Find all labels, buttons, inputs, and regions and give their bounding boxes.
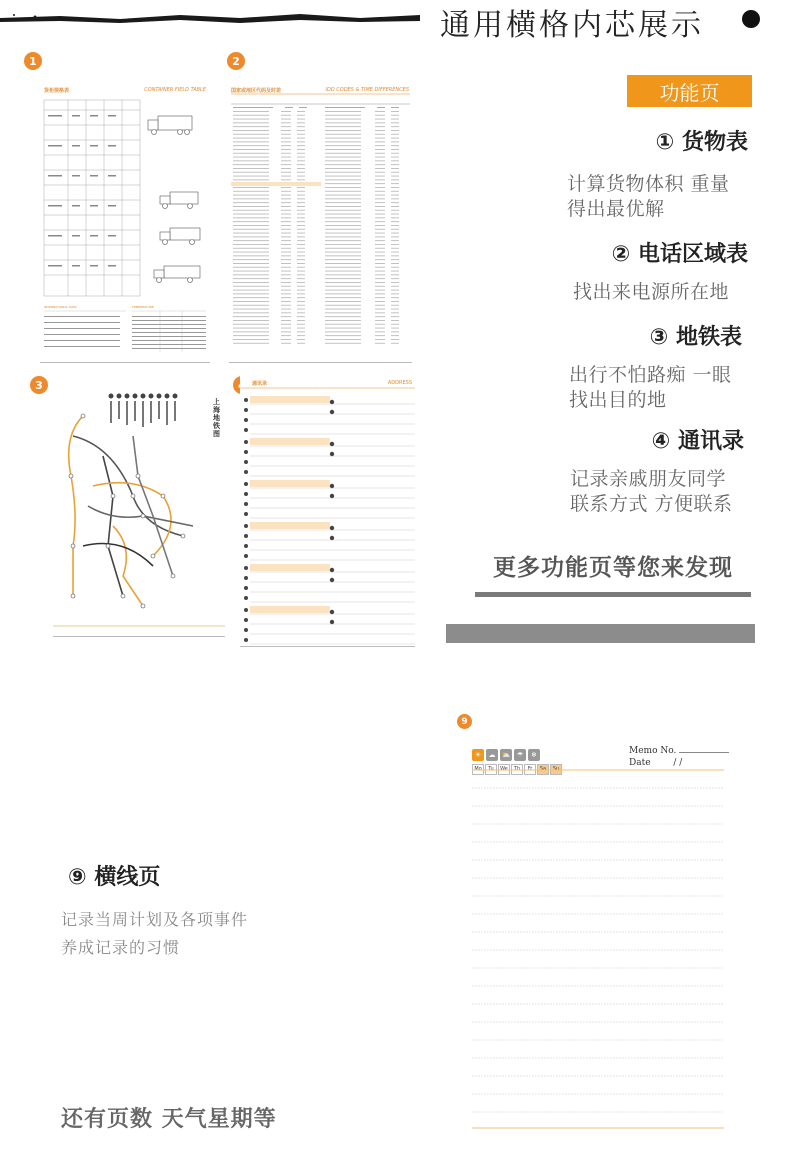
feature-1-num: ① — [655, 130, 675, 155]
feature-2-num: ② — [611, 242, 631, 267]
thumb-idd-title: 国家或地区代码及时差 — [231, 88, 282, 94]
svg-text:TEMPERATURE: TEMPERATURE — [132, 305, 154, 309]
divider-bar — [475, 592, 751, 597]
memo-lines-graphic — [472, 742, 724, 1132]
function-page-tag: 功能页 — [627, 75, 752, 107]
feature-3-desc-line1: 出行不怕路痴 一眼 — [569, 364, 732, 386]
thumb-cargo-title: 货柜规格表 — [44, 88, 70, 94]
thumb-metro-map — [53, 376, 225, 637]
feature-3-num: ③ — [649, 325, 669, 350]
thumb-cargo-table — [40, 80, 210, 363]
feature-2-desc-line1: 找出来电源所在地 — [573, 281, 730, 303]
weekday-mo: Mo — [472, 764, 484, 775]
weekday-sa: Sa — [537, 764, 549, 775]
weekday-su: Su — [550, 764, 562, 775]
metro-map-graphic — [53, 376, 225, 636]
feature-4-title: 通讯录 — [677, 429, 744, 454]
badge-2: 2 — [227, 52, 245, 70]
extra-features-text: 还有页数 天气星期等 — [61, 1107, 277, 1132]
feature-3-title: 地铁表 — [675, 325, 742, 350]
memo-date-text: Date — [629, 758, 651, 768]
feature-1-desc-line2: 得出最优解 — [567, 198, 665, 220]
feature-3-heading — [650, 320, 742, 351]
cloud-sun-icon: ⛅ — [501, 751, 511, 759]
feature-1-desc-line1: 计算货物体积 重量 — [567, 173, 730, 195]
snow-icon: ❄ — [528, 749, 540, 761]
thumb-idd-title-en: IDD CODES & TIME DIFFERENCES — [325, 87, 409, 93]
memo-date-sep: / / — [673, 758, 683, 768]
thumb-address-title: 通讯录 — [252, 381, 268, 387]
address-book-graphic — [240, 376, 415, 646]
weekday-fr: Fr — [524, 764, 536, 775]
feature-9-num: ⑨ — [68, 865, 87, 890]
feature-3-desc-line2: 找出目的地 — [569, 389, 667, 411]
weekday-tu: Tu — [485, 764, 497, 775]
thumb-address-title-en: ADDRESS — [387, 380, 412, 386]
feature-4-desc — [570, 467, 733, 517]
feature-2-desc — [573, 280, 729, 305]
feature-9-desc — [61, 906, 248, 962]
feature-2-title: 电话区域表 — [637, 242, 748, 267]
header-dot-icon — [742, 10, 760, 28]
feature-9-desc-line2: 养成记录的习惯 — [61, 938, 181, 957]
feature-1-desc — [567, 172, 730, 222]
feature-9-desc-line1: 记录当周计划及各项事件 — [61, 910, 249, 929]
grey-band — [446, 624, 755, 643]
feature-4-heading — [652, 424, 744, 455]
feature-9-title: 横线页 — [94, 865, 161, 890]
feature-9-heading — [68, 860, 160, 891]
feature-1-title: 货物表 — [681, 130, 748, 155]
feature-4-num: ④ — [651, 429, 671, 454]
rain-icon: ☂ — [514, 749, 526, 761]
cloud-icon: ☁ — [486, 749, 498, 761]
sun-icon: ☀ — [472, 749, 484, 761]
weekday-we: We — [498, 764, 510, 775]
brush-stroke-decoration — [0, 10, 420, 24]
feature-4-desc-line2: 联系方式 方便联系 — [570, 493, 733, 515]
page-header-title: 通用横格内芯展示 — [440, 8, 704, 43]
badge-1: 1 — [24, 52, 42, 70]
thumb-cargo-title-en: CONTAINER FIELD TABLE — [144, 87, 206, 93]
weekday-th: Th — [511, 764, 523, 775]
thumb-metro-title: 上海地铁图 — [213, 398, 220, 438]
thumb-address-book — [240, 376, 415, 647]
svg-text:INTERNATIONAL DATA: INTERNATIONAL DATA — [44, 305, 77, 309]
feature-1-heading — [656, 125, 748, 156]
more-features-text: 更多功能页等您来发现 — [493, 555, 733, 581]
badge-9: 9 — [457, 714, 472, 729]
idd-table-graphic — [229, 80, 412, 362]
feature-4-desc-line1: 记录亲戚朋友同学 — [570, 468, 727, 490]
feature-3-desc — [569, 363, 732, 413]
thumb-idd-codes — [229, 80, 412, 363]
badge-3: 3 — [30, 376, 48, 394]
memo-no-text: Memo No. — [629, 746, 677, 756]
memo-page-preview — [472, 742, 724, 1132]
feature-2-heading — [612, 237, 748, 268]
cargo-table-graphic — [40, 80, 210, 362]
